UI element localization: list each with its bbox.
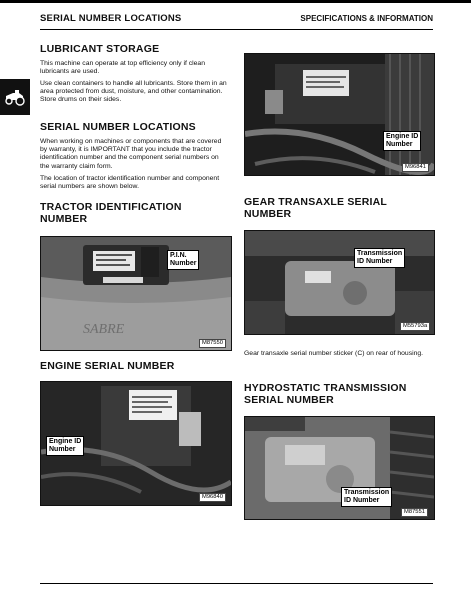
footer-rule xyxy=(40,583,433,584)
pin-number-callout-line1: P.I.N. xyxy=(170,252,187,259)
header-section-title: SERIAL NUMBER LOCATIONS xyxy=(40,13,182,24)
gear-transaxle-heading-line1: GEAR TRANSAXLE SERIAL xyxy=(244,196,388,208)
lubricant-paragraph-1: This machine can operate at top efficiency only if clean lubricants are used. xyxy=(40,60,205,76)
hydrostatic-callout-line1: Transmission xyxy=(344,489,390,496)
serial-locations-paragraph-1: When working on machines or components that are covered by warranty, it is IMPORTANT that you include the tractor identification number and the component serial numbers on the warranty claim form. xyxy=(40,138,222,170)
gear-transaxle-heading-line2: NUMBER xyxy=(244,208,292,220)
engine-serial-number-heading: ENGINE SERIAL NUMBER xyxy=(40,360,175,372)
hydrostatic-callout-line2: ID Number xyxy=(344,497,380,504)
engine-id-callout-line1: Engine ID xyxy=(49,438,82,445)
tractor-icon xyxy=(3,87,27,107)
hydrostatic-transmission-id-callout xyxy=(341,487,392,507)
engine-id-top-callout-line2: Number xyxy=(386,141,413,148)
figure-number-gear: M55793a xyxy=(400,322,430,331)
section-side-tab xyxy=(0,79,30,115)
svg-text:SABRE: SABRE xyxy=(83,322,125,337)
hydrostatic-transmission-photo xyxy=(244,416,435,520)
tractor-identification-heading-line2: NUMBER xyxy=(40,213,88,225)
figure-number-hydrostatic: M87551 xyxy=(401,508,428,517)
figure-number-engine: M96840 xyxy=(199,493,226,502)
gear-transaxle-heading xyxy=(244,196,387,220)
engine-id-callout xyxy=(46,436,84,456)
tractor-identification-heading xyxy=(40,201,182,225)
gear-transmission-id-callout-line1: Transmission xyxy=(357,250,403,257)
hydrostatic-transmission-heading xyxy=(244,382,407,406)
tractor-pin-photo xyxy=(40,236,232,351)
engine-top-photo xyxy=(244,53,435,176)
gear-transmission-id-callout-line2: ID Number xyxy=(357,258,393,265)
serial-number-locations-heading: SERIAL NUMBER LOCATIONS xyxy=(40,121,196,133)
lubricant-paragraph-2: Use clean containers to handle all lubricants. Store them in an area protected from dust, moisture, and other contamination. Store drums on their sides. xyxy=(40,80,227,104)
figure-number-engine-top: M96841 xyxy=(402,163,429,172)
lubricant-storage-heading: LUBRICANT STORAGE xyxy=(40,43,160,55)
hydrostatic-heading-line1: HYDROSTATIC TRANSMISSION xyxy=(244,382,407,394)
pin-number-callout-line2: Number xyxy=(170,260,197,267)
hydrostatic-heading-line2: SERIAL NUMBER xyxy=(244,394,334,406)
page-header xyxy=(40,13,433,30)
serial-locations-paragraph-2: The location of tractor identification number and component serial numbers are shown below. xyxy=(40,175,220,191)
header-chapter-title: SPECIFICATIONS & INFORMATION xyxy=(300,14,433,23)
figure-number-tractor: M87550 xyxy=(199,339,226,348)
gear-transaxle-photo xyxy=(244,230,435,335)
page-top-rule xyxy=(0,0,471,3)
engine-id-top-callout xyxy=(383,131,421,151)
tractor-identification-heading-line1: TRACTOR IDENTIFICATION xyxy=(40,201,182,213)
engine-id-top-callout-line1: Engine ID xyxy=(386,133,419,140)
engine-id-callout-line2: Number xyxy=(49,446,76,453)
pin-number-callout xyxy=(167,250,199,270)
gear-transaxle-caption: Gear transaxle serial number sticker (C) on rear of housing. xyxy=(244,350,424,357)
gear-transmission-id-callout xyxy=(354,248,405,268)
